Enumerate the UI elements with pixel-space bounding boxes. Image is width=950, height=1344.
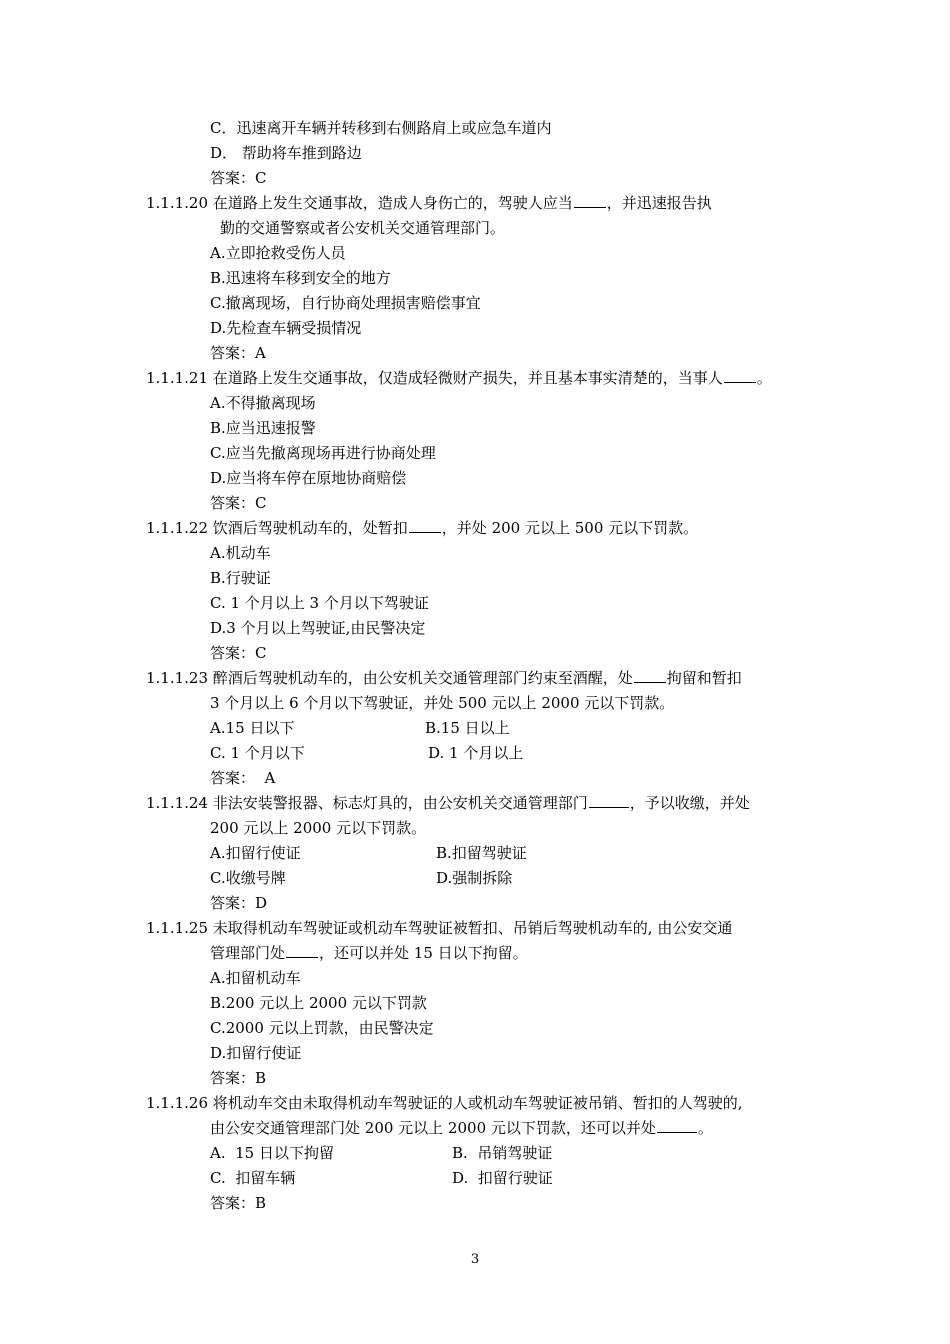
text-line <box>146 668 742 688</box>
line-text: 1.1.1.26 将机动车交由未取得机动车驾驶证的人或机动车驾驶证被吊销、暂扣的人驾驶的, <box>146 1094 743 1112</box>
line-text: B.200 元以上 2000 元以下罚款 <box>210 994 427 1012</box>
line-text: A.立即抢救受伤人员 <box>210 244 346 262</box>
line-text: C. 1 个月以上 3 个月以下驾驶证 <box>210 594 429 612</box>
text-line <box>210 718 294 738</box>
text-line <box>210 568 271 588</box>
answer-blank <box>409 518 441 533</box>
text-line <box>210 1068 266 1088</box>
answer-blank <box>657 1118 697 1133</box>
line-text: 1.1.1.22 饮酒后驾驶机动车的，处暂扣 <box>146 519 408 537</box>
line-text: 1.1.1.24 非法安装警报器、标志灯具的，由公安机关交通管理部门 <box>146 794 588 812</box>
text-line <box>210 618 425 638</box>
line-text: D.先检查车辆受损情况 <box>210 319 362 337</box>
line-text: 答案：B <box>210 1194 267 1212</box>
text-line <box>436 868 512 888</box>
line-text: 200 元以上 2000 元以下罚款。 <box>210 819 427 837</box>
page-number: 3 <box>470 1252 480 1267</box>
text-line <box>146 368 772 388</box>
text-line <box>210 1018 434 1038</box>
line-text: D. 扣留行驶证 <box>452 1169 553 1187</box>
text-line <box>210 168 266 188</box>
text-line <box>425 718 510 738</box>
text-line <box>220 218 505 238</box>
text-line <box>210 393 316 413</box>
text-line <box>146 193 712 213</box>
answer-blank <box>634 668 666 683</box>
line-text: B.扣留驾驶证 <box>436 844 527 862</box>
line-text: 答案：C <box>210 644 267 662</box>
text-line <box>210 1043 301 1063</box>
line-text: C.2000 元以上罚款，由民警决定 <box>210 1019 434 1037</box>
line-text: 由公安交通管理部门处 200 元以上 2000 元以下罚款，还可以并处 <box>210 1119 656 1137</box>
line-text: A.扣留机动车 <box>210 969 301 987</box>
line-text: A.15 日以下 <box>210 719 295 737</box>
line-text: 答案：D <box>210 894 268 912</box>
line-text-after-blank: 。 <box>697 1119 713 1137</box>
line-text: D.3 个月以上驾驶证,由民警决定 <box>210 619 426 637</box>
line-text: 管理部门处 <box>210 944 286 962</box>
text-line <box>210 768 275 788</box>
answer-blank <box>589 793 629 808</box>
line-text: D.强制拆除 <box>436 869 513 887</box>
line-text: 1.1.1.23 醉酒后驾驶机动车的，由公安机关交通管理部门约束至酒醒，处 <box>146 669 633 687</box>
line-text: C. 1 个月以下 <box>210 744 305 762</box>
text-line <box>452 1143 552 1163</box>
text-line <box>210 543 271 563</box>
text-line <box>210 343 266 363</box>
line-text: 答案：C <box>210 169 267 187</box>
text-line <box>210 1168 295 1188</box>
text-line <box>210 318 361 338</box>
line-text: D. 1 个月以上 <box>428 744 524 762</box>
line-text-after-blank: 拘留和暂扣 <box>666 669 742 687</box>
text-line <box>210 1193 266 1213</box>
line-text: 答案：B <box>210 1069 267 1087</box>
line-text: B.15 日以上 <box>425 719 510 737</box>
line-text: 1.1.1.25 未取得机动车驾驶证或机动车驾驶证被暂扣、吊销后驾驶机动车的, 由公安交通 <box>146 919 733 937</box>
text-line <box>452 1168 553 1188</box>
line-text-after-blank: ，并迅速报告执 <box>606 194 712 212</box>
line-text: 勤的交通警察或者公安机关交通管理部门。 <box>220 219 506 237</box>
text-line <box>210 868 286 888</box>
text-line <box>210 1118 713 1138</box>
text-line <box>146 793 750 813</box>
line-text-after-blank: ，并处 200 元以上 500 元以下罚款。 <box>441 519 699 537</box>
text-line <box>210 993 427 1013</box>
line-text-after-blank: ，还可以并处 15 日以下拘留。 <box>319 944 528 962</box>
answer-blank <box>574 193 606 208</box>
text-line <box>146 918 732 938</box>
line-text: D.扣留行使证 <box>210 1044 302 1062</box>
line-text: 3 个月以上 6 个月以下驾驶证，并处 500 元以上 2000 元以下罚款。 <box>210 694 675 712</box>
text-line <box>428 743 523 763</box>
line-text-after-blank: ，予以收缴，并处 <box>629 794 750 812</box>
text-line <box>210 643 266 663</box>
text-line <box>210 943 528 963</box>
text-line <box>210 268 391 288</box>
answer-blank <box>286 943 318 958</box>
line-text: 答案： A <box>210 769 276 787</box>
line-text: C.收缴号牌 <box>210 869 286 887</box>
text-line <box>210 118 551 138</box>
line-text: A. 15 日以下拘留 <box>210 1144 334 1162</box>
line-text: A.扣留行使证 <box>210 844 301 862</box>
line-text: B.应当迅速报警 <box>210 419 316 437</box>
line-text: C．迅速离开车辆并转移到右侧路肩上或应急车道内 <box>210 119 552 137</box>
text-line <box>210 1143 334 1163</box>
text-line <box>210 443 436 463</box>
text-line <box>146 518 698 538</box>
text-line <box>210 493 266 513</box>
line-text: C. 扣留车辆 <box>210 1169 296 1187</box>
line-text-after-blank: 。 <box>756 369 772 387</box>
text-line <box>210 743 305 763</box>
text-line <box>210 693 674 713</box>
answer-blank <box>724 368 756 383</box>
text-line <box>146 1093 743 1113</box>
line-text: B. 吊销驾驶证 <box>452 1144 553 1162</box>
line-text: 1.1.1.20 在道路上发生交通事故，造成人身伤亡的，驾驶人应当 <box>146 194 573 212</box>
text-line <box>436 843 527 863</box>
line-text: D.应当将车停在原地协商赔偿 <box>210 469 407 487</box>
text-line <box>210 468 406 488</box>
text-line <box>210 143 362 163</box>
text-line <box>210 418 316 438</box>
line-text: D． 帮助将车推到路边 <box>210 144 362 162</box>
text-line <box>210 593 429 613</box>
text-line <box>210 893 267 913</box>
text-line <box>210 243 346 263</box>
text-line <box>210 293 481 313</box>
line-text: A.不得撤离现场 <box>210 394 316 412</box>
text-line <box>210 843 301 863</box>
line-text: 1.1.1.21 在道路上发生交通事故，仅造成轻微财产损失，并且基本事实清楚的，当事人 <box>146 369 723 387</box>
line-text: B.行驶证 <box>210 569 271 587</box>
text-line <box>210 968 301 988</box>
line-text: C.应当先撤离现场再进行协商处理 <box>210 444 436 462</box>
line-text: C.撤离现场，自行协商处理损害赔偿事宜 <box>210 294 481 312</box>
line-text: B.迅速将车移到安全的地方 <box>210 269 391 287</box>
line-text: 答案：A <box>210 344 266 362</box>
line-text: A.机动车 <box>210 544 271 562</box>
line-text: 答案：C <box>210 494 267 512</box>
text-line <box>210 818 426 838</box>
